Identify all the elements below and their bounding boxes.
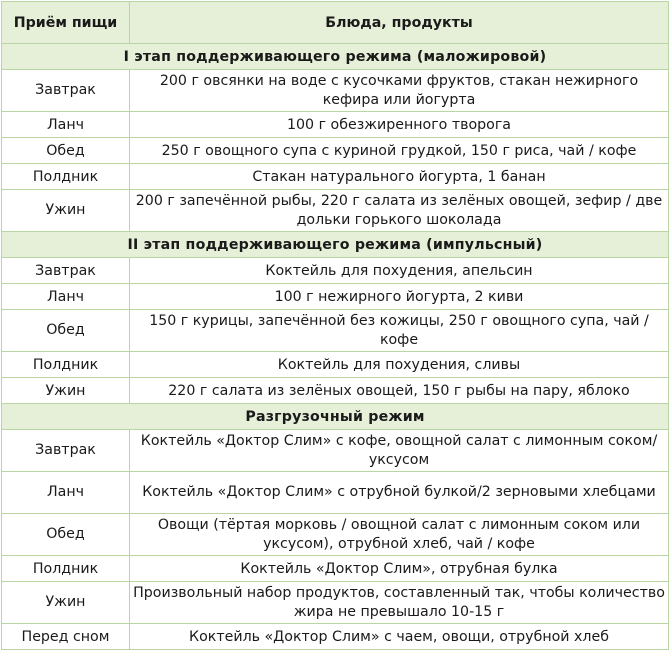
- meal-cell: Завтрак: [2, 70, 130, 112]
- section-title: Разгрузочный режим: [2, 404, 669, 430]
- section-row: [2, 44, 669, 70]
- meal-cell: Полдник: [2, 556, 130, 582]
- table-row: [2, 624, 669, 650]
- header-dishes: Блюда, продукты: [130, 2, 669, 44]
- table-row: [2, 352, 669, 378]
- meal-cell: Перед сном: [2, 624, 130, 650]
- table-row: [2, 378, 669, 404]
- meal-cell: Ужин: [2, 190, 130, 232]
- food-cell: Коктейль для похудения, сливы: [130, 352, 669, 378]
- food-cell: Коктейль для похудения, апельсин: [130, 258, 669, 284]
- section-row: [2, 232, 669, 258]
- food-cell: Стакан натурального йогурта, 1 банан: [130, 164, 669, 190]
- table-row: [2, 190, 669, 232]
- table-row: [2, 514, 669, 556]
- table-row: [2, 310, 669, 352]
- table-row: [2, 284, 669, 310]
- meal-cell: Полдник: [2, 352, 130, 378]
- meal-cell: Полдник: [2, 164, 130, 190]
- meal-cell: Ланч: [2, 284, 130, 310]
- table-row: [2, 556, 669, 582]
- table-row: [2, 430, 669, 472]
- meal-cell: Обед: [2, 138, 130, 164]
- food-cell: Коктейль «Доктор Слим» с отрубной булкой/2 зерновыми хлебцами: [130, 472, 669, 514]
- food-cell: 100 г обезжиренного творога: [130, 112, 669, 138]
- table-row: [2, 164, 669, 190]
- food-cell: Коктейль «Доктор Слим» с кофе, овощной салат с лимонным соком/уксусом: [130, 430, 669, 472]
- section-row: [2, 404, 669, 430]
- food-cell: 200 г запечённой рыбы, 220 г салата из зелёных овощей, зефир / две дольки горького шоколада: [130, 190, 669, 232]
- food-cell: Произвольный набор продуктов, составленный так, чтобы количество жира не превышало 10-15 г: [130, 582, 669, 624]
- table-row: [2, 138, 669, 164]
- meal-cell: Обед: [2, 310, 130, 352]
- meal-cell: Ланч: [2, 472, 130, 514]
- food-cell: Овощи (тёртая морковь / овощной салат с лимонным соком или уксусом), отрубной хлеб, чай / кофе: [130, 514, 669, 556]
- meal-cell: Завтрак: [2, 430, 130, 472]
- section-title: I этап поддерживающего режима (маложировой): [2, 44, 669, 70]
- section-title: II этап поддерживающего режима (импульсный): [2, 232, 669, 258]
- food-cell: 150 г курицы, запечённой без кожицы, 250 г овощного супа, чай / кофе: [130, 310, 669, 352]
- food-cell: Коктейль «Доктор Слим» с чаем, овощи, отрубной хлеб: [130, 624, 669, 650]
- food-cell: 220 г салата из зелёных овощей, 150 г рыбы на пару, яблоко: [130, 378, 669, 404]
- meal-cell: Обед: [2, 514, 130, 556]
- table-row: [2, 258, 669, 284]
- meal-cell: Ланч: [2, 112, 130, 138]
- food-cell: 250 г овощного супа с куриной грудкой, 150 г риса, чай / кофе: [130, 138, 669, 164]
- table-header-row: [2, 2, 669, 44]
- food-cell: 200 г овсянки на воде с кусочками фруктов, стакан нежирного кефира или йогурта: [130, 70, 669, 112]
- food-cell: Коктейль «Доктор Слим», отрубная булка: [130, 556, 669, 582]
- table-row: [2, 582, 669, 624]
- meal-cell: Завтрак: [2, 258, 130, 284]
- meal-plan-table: [1, 1, 669, 650]
- header-meal: Приём пищи: [2, 2, 130, 44]
- table-row: [2, 112, 669, 138]
- food-cell: 100 г нежирного йогурта, 2 киви: [130, 284, 669, 310]
- table-row: [2, 472, 669, 514]
- table-row: [2, 70, 669, 112]
- meal-cell: Ужин: [2, 582, 130, 624]
- meal-cell: Ужин: [2, 378, 130, 404]
